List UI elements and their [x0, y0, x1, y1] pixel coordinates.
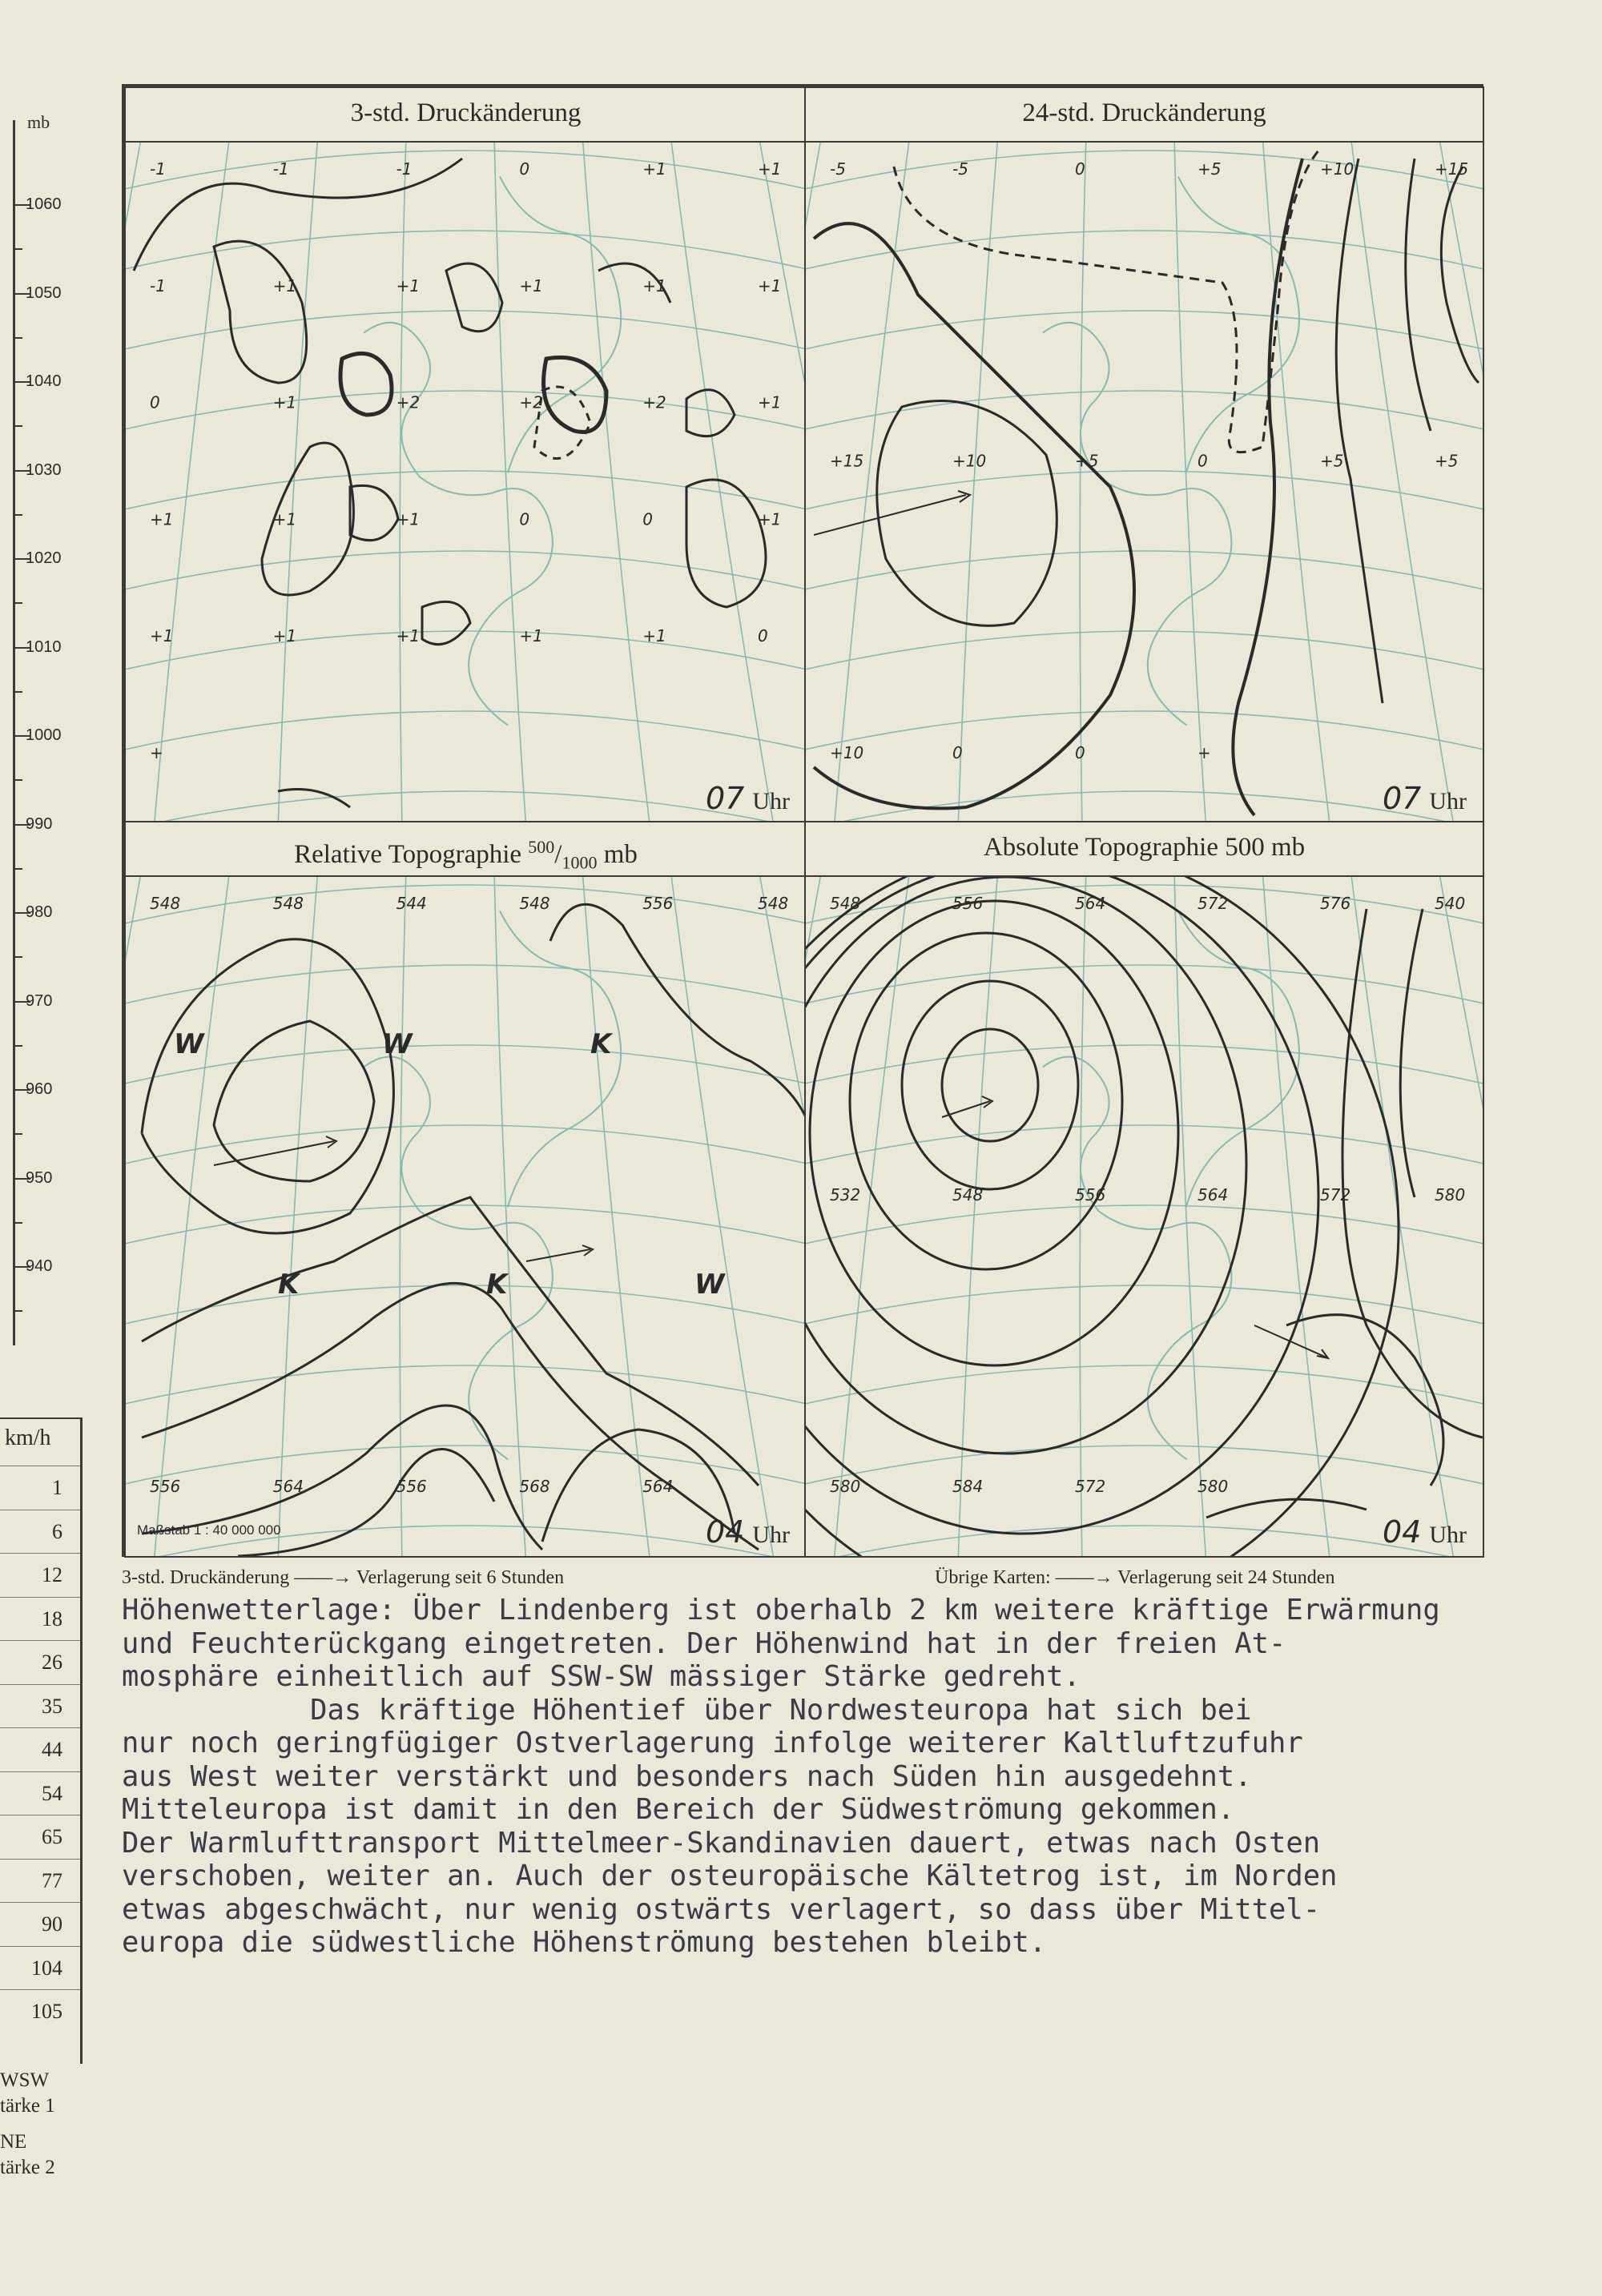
isoline-label: +1 [150, 509, 174, 529]
meridian-line [670, 143, 775, 822]
pressure-label: 950 [26, 1168, 53, 1187]
meridian-line [759, 143, 806, 822]
pressure-scale-axis [13, 120, 15, 1345]
parallel-line [126, 1446, 806, 1486]
isoline-label: + [150, 743, 163, 762]
isoline-label: 580 [830, 1477, 861, 1496]
speed-row [0, 1771, 80, 1805]
weather-maps-frame [122, 84, 1483, 1557]
isoline-label: +1 [150, 626, 174, 646]
meridian-line [126, 877, 142, 1556]
pressure-minor-tick [13, 956, 22, 958]
isoline-label: +1 [758, 392, 782, 412]
upper-air-report [122, 1594, 1588, 1960]
title-main: Relative Topographie [294, 840, 522, 869]
isallobars [814, 151, 1479, 815]
parallel-line [806, 231, 1483, 271]
speed-value: 1 [52, 1476, 62, 1499]
isoline-label: +2 [642, 392, 666, 412]
isoline-label: 0 [519, 159, 530, 179]
panel-title: Relative Topographie $^{500}/_{1000}$ mb [126, 822, 806, 877]
report-line: etwas abgeschwächt, nur wenig ostwärts verlagert, so dass über Mittel- [122, 1892, 1321, 1926]
parallel-line [806, 471, 1483, 511]
panel-24h-pressure-change [804, 86, 1484, 824]
isoline-label: 556 [150, 1477, 181, 1496]
speed-value: 6 [52, 1519, 62, 1543]
coastline [1178, 176, 1299, 472]
isallobars [134, 159, 766, 807]
graticule [126, 143, 806, 822]
pressure-center-letter: W [694, 1269, 725, 1301]
isoline-label: 556 [642, 894, 674, 913]
meridian-line [1350, 877, 1455, 1556]
isoline-label: -1 [150, 275, 166, 296]
pressure-label: 940 [26, 1257, 53, 1275]
left-scale-strip [0, 0, 100, 2296]
parallel-line [126, 1205, 806, 1245]
report-line: Höhenwetterlage: Über Lindenberg ist oberhalb 2 km weitere kräftige Erwärmung [122, 1594, 1440, 1627]
report-line: mosphäre einheitlich auf SSW-SW mässiger Stärke gedreht. [122, 1660, 1081, 1693]
observation-time [706, 781, 790, 816]
thickness-isolines [142, 904, 806, 1556]
parallel-line [126, 391, 806, 431]
isoline-label: -1 [396, 159, 413, 179]
time-hour: 04 [1382, 1514, 1422, 1550]
panel-title: 3-std. Druckänderung [126, 88, 806, 143]
map-scale-note: Maßstab 1 : 40 000 000 [137, 1522, 281, 1538]
displacement-arrow [814, 491, 970, 535]
observation-time [706, 1514, 790, 1550]
parallel-line [806, 311, 1483, 351]
parallel-line [806, 1365, 1483, 1405]
isoline-label: 556 [1075, 1185, 1106, 1204]
panel-title: Absolute Topographie 500 mb [806, 822, 1483, 877]
parallel-line [806, 1285, 1483, 1325]
isoline-label: 548 [150, 894, 181, 913]
parallel-line [126, 311, 806, 351]
isoline-label: 0 [150, 392, 160, 412]
wind-legend-line-3: NE [0, 2131, 27, 2153]
meridian-line [1080, 143, 1086, 822]
parallel-line [806, 1125, 1483, 1165]
meridian-line [1262, 143, 1330, 822]
isoline-label: +1 [396, 275, 421, 296]
isoline-label: +1 [396, 509, 421, 529]
pressure-minor-tick [13, 602, 22, 604]
speed-value: 104 [31, 1956, 62, 1980]
report-line: und Feuchterückgang eingetreten. Der Höhenwind hat in der freien At- [122, 1627, 1286, 1660]
isoline-label: 0 [952, 743, 963, 762]
parallel-line [126, 885, 806, 925]
pressure-minor-tick [13, 691, 22, 693]
isoline-label: +1 [519, 626, 543, 646]
speed-row [0, 1684, 80, 1718]
pressure-minor-tick [13, 868, 22, 870]
pressure-minor-tick [13, 337, 22, 339]
isoline-label: +10 [1320, 159, 1354, 179]
isoline-label: +1 [642, 275, 666, 296]
isoline-label: 580 [1435, 1185, 1466, 1204]
parallel-line [806, 631, 1483, 671]
panel-relative-topography [124, 821, 807, 1558]
meridian-line [400, 877, 406, 1556]
isoline-label: -5 [952, 159, 968, 179]
pressure-minor-tick [13, 248, 22, 250]
speed-value: 44 [42, 1738, 62, 1761]
report-line: verschoben, weiter an. Auch der osteuropäische Kältetrog ist, im Norden [122, 1860, 1338, 1892]
time-hour: 07 [705, 781, 745, 816]
isoline-label: -1 [272, 159, 289, 179]
panel-absolute-topography [804, 821, 1484, 1558]
geopotential-isolines [806, 877, 1483, 1556]
title-sup: 500 [528, 837, 555, 857]
speed-value: 18 [42, 1606, 62, 1631]
title-unit: mb [603, 840, 638, 869]
isoline-label: 564 [1197, 1185, 1229, 1204]
pressure-minor-tick [13, 1045, 22, 1047]
meridian-line [759, 877, 806, 1556]
parallel-line [806, 1446, 1483, 1486]
isoline-label: 0 [519, 509, 530, 529]
speed-value: 12 [42, 1563, 62, 1586]
isoline-label: +1 [396, 626, 421, 646]
parallel-line [126, 711, 806, 751]
isoline-label: +1 [272, 509, 297, 529]
parallel-line [126, 471, 806, 511]
isoline-label: 564 [642, 1477, 674, 1496]
isoline-label: 0 [642, 509, 653, 529]
pressure-label: 1010 [26, 637, 62, 656]
isoline-label: +1 [758, 275, 782, 296]
speed-value: 26 [42, 1651, 62, 1674]
meridian-line [400, 143, 406, 822]
map-3h-pressure-change [126, 143, 806, 822]
isoline-label: +1 [272, 626, 297, 646]
meridian-line [670, 877, 775, 1556]
panel-title: 24-std. Druckänderung [806, 88, 1483, 143]
map-24h-pressure-change [806, 143, 1483, 822]
pressure-label: 1020 [26, 549, 62, 567]
report-line: Das kräftige Höhentief über Nordwesteuropa hat sich bei [122, 1693, 1252, 1727]
report-line: Mitteleuropa ist damit in den Bereich der Südweströmung gekommen. [122, 1793, 1235, 1826]
graticule [806, 877, 1483, 1556]
isoline-label: +1 [758, 159, 782, 179]
report-line: aus West weiter verstärkt und besonders nach Süden hin ausgedehnt. [122, 1759, 1252, 1793]
isoline-label: +10 [952, 451, 987, 471]
pressure-minor-tick [13, 1133, 22, 1135]
graticule [806, 143, 1483, 822]
meridian-line [1439, 143, 1483, 822]
isoline-label: + [1197, 743, 1211, 762]
pressure-label: 980 [26, 903, 53, 921]
pressure-label: 1050 [26, 283, 62, 302]
speed-value: 54 [42, 1781, 62, 1805]
isoline-label: +10 [830, 743, 864, 762]
pressure-center-letter: W [382, 1028, 413, 1060]
isoline-label: +1 [519, 275, 543, 296]
isoline-label: +2 [519, 392, 543, 412]
meridian-line [834, 877, 910, 1556]
isoline-label: 548 [519, 894, 550, 913]
pressure-label: 1000 [26, 726, 62, 744]
time-unit: Uhr [752, 1522, 790, 1548]
isoline-label: 544 [396, 894, 427, 913]
isoline-label: +1 [642, 159, 666, 179]
parallel-line [806, 711, 1483, 751]
parallel-line [126, 791, 806, 822]
isoline-label: 580 [1197, 1477, 1229, 1496]
meridian-line [834, 143, 910, 822]
title-sub: 1000 [562, 852, 598, 873]
pressure-label: 970 [26, 991, 53, 1010]
parallel-line [126, 1125, 806, 1165]
speed-row [0, 1553, 80, 1586]
isoline-label: +1 [272, 275, 297, 296]
pressure-label: 990 [26, 814, 53, 833]
isoline-label: +5 [1435, 451, 1459, 471]
pressure-center-letter: W [174, 1028, 204, 1060]
meridian-line [494, 877, 526, 1556]
speed-value: 77 [42, 1868, 62, 1892]
parallel-line [806, 1526, 1483, 1556]
pressure-label: 1040 [26, 372, 62, 390]
coastline [1043, 323, 1232, 726]
isoline-label: 564 [272, 1477, 304, 1496]
meridian-line [1350, 143, 1455, 822]
speed-row [0, 1640, 80, 1674]
pressure-minor-tick [13, 425, 22, 427]
speed-row [0, 1859, 80, 1892]
isoline-label: +15 [830, 451, 864, 471]
isoline-label: 548 [830, 894, 861, 913]
speed-value: 65 [42, 1825, 62, 1848]
pressure-label: 960 [26, 1080, 53, 1098]
isoline-label: 548 [758, 894, 789, 913]
pressure-minor-tick [13, 1222, 22, 1224]
panel-3h-pressure-change [124, 86, 807, 824]
parallel-line [806, 551, 1483, 591]
pressure-minor-tick [13, 1310, 22, 1312]
time-hour: 07 [1382, 781, 1422, 816]
wind-speed-scale [0, 1417, 83, 2064]
report-line: nur noch geringfügiger Ostverlagerung infolge weiterer Kaltluftzufuhr [122, 1727, 1303, 1759]
wind-legend-line-1: WSW [0, 2069, 50, 2091]
isoline-label: 572 [1075, 1477, 1106, 1496]
pressure-label: 1060 [26, 195, 62, 213]
meridian-line [806, 877, 822, 1556]
pressure-label: 1030 [26, 460, 62, 479]
isoline-label: 0 [1075, 743, 1085, 762]
observation-time [1383, 781, 1467, 816]
isoline-label: 0 [1197, 451, 1208, 471]
caption-right: Übrige Karten: ——→ Verlagerung seit 24 Stunden [935, 1567, 1335, 1588]
isoline-label: 568 [519, 1477, 550, 1496]
isoline-label: +1 [272, 392, 297, 412]
isoline-label: 556 [396, 1477, 427, 1496]
map-absolute-topography [806, 877, 1483, 1556]
isoline-label: 548 [272, 894, 304, 913]
meridian-line [1174, 143, 1206, 822]
isoline-label: 0 [758, 626, 768, 646]
speed-unit-label: km/h [5, 1425, 51, 1450]
wind-legend-line-4: tärke 2 [0, 2157, 55, 2178]
speed-row [0, 1902, 80, 1936]
caption-left: 3-std. Druckänderung ——→ Verlagerung seit 6 Stunden [122, 1567, 565, 1588]
meridian-line [1439, 877, 1483, 1556]
isoline-label: 0 [1075, 159, 1085, 179]
speed-row [0, 1989, 80, 2023]
time-hour: 04 [705, 1514, 745, 1550]
isoline-label: +5 [1197, 159, 1222, 179]
meridian-line [806, 143, 822, 822]
isoline-label: 572 [1320, 1185, 1351, 1204]
coastline [500, 176, 621, 472]
pressure-minor-tick [13, 514, 22, 516]
speed-value: 90 [42, 1912, 62, 1936]
graticule [126, 877, 806, 1556]
isoline-label: 548 [952, 1185, 984, 1204]
parallel-line [126, 965, 806, 1005]
report-line: Der Warmlufttransport Mittelmeer-Skandinavien dauert, etwas nach Osten [122, 1826, 1321, 1860]
isoline-label: 556 [952, 894, 984, 913]
isoline-label: 572 [1197, 894, 1229, 913]
time-unit: Uhr [1429, 788, 1467, 814]
speed-value: 105 [31, 2000, 62, 2023]
map-relative-topography [126, 877, 806, 1556]
pressure-unit-label: mb [27, 112, 50, 132]
isoline-label: -1 [150, 159, 166, 179]
pressure-minor-tick [13, 779, 22, 781]
parallel-line [126, 631, 806, 671]
isoline-label: +1 [642, 626, 666, 646]
isoline-label: +1 [758, 509, 782, 529]
pressure-center-letter: K [486, 1269, 508, 1301]
coastline [1178, 911, 1299, 1207]
pressure-center-letter: K [278, 1269, 300, 1301]
meridian-line [494, 143, 526, 822]
speed-row [0, 1946, 80, 1980]
isoline-label: +2 [396, 392, 421, 412]
isoline-label: 540 [1435, 894, 1466, 913]
time-unit: Uhr [1429, 1522, 1467, 1548]
meridian-line [126, 143, 142, 822]
isoline-label: 576 [1320, 894, 1351, 913]
isoline-label: 584 [952, 1477, 984, 1496]
parallel-line [126, 1365, 806, 1405]
isoline-label: -5 [830, 159, 846, 179]
isoline-label: +5 [1320, 451, 1344, 471]
isoline-label: +15 [1435, 159, 1469, 179]
observation-time [1383, 1514, 1467, 1550]
parallel-line [806, 391, 1483, 431]
coastline [1043, 1057, 1232, 1460]
speed-row [0, 1597, 80, 1631]
speed-row [0, 1727, 80, 1761]
isoline-label: 532 [830, 1185, 861, 1204]
time-unit: Uhr [752, 788, 790, 814]
isoline-label: 564 [1075, 894, 1106, 913]
wind-legend-line-2: tärke 1 [0, 2095, 55, 2117]
parallel-line [126, 551, 806, 591]
pressure-center-letter: K [590, 1028, 612, 1060]
report-line: europa die südwestliche Höhenströmung bestehen bleibt. [122, 1926, 1047, 1959]
speed-value: 35 [42, 1694, 62, 1718]
isoline-label: +5 [1075, 451, 1099, 471]
meridian-line [1262, 877, 1330, 1556]
